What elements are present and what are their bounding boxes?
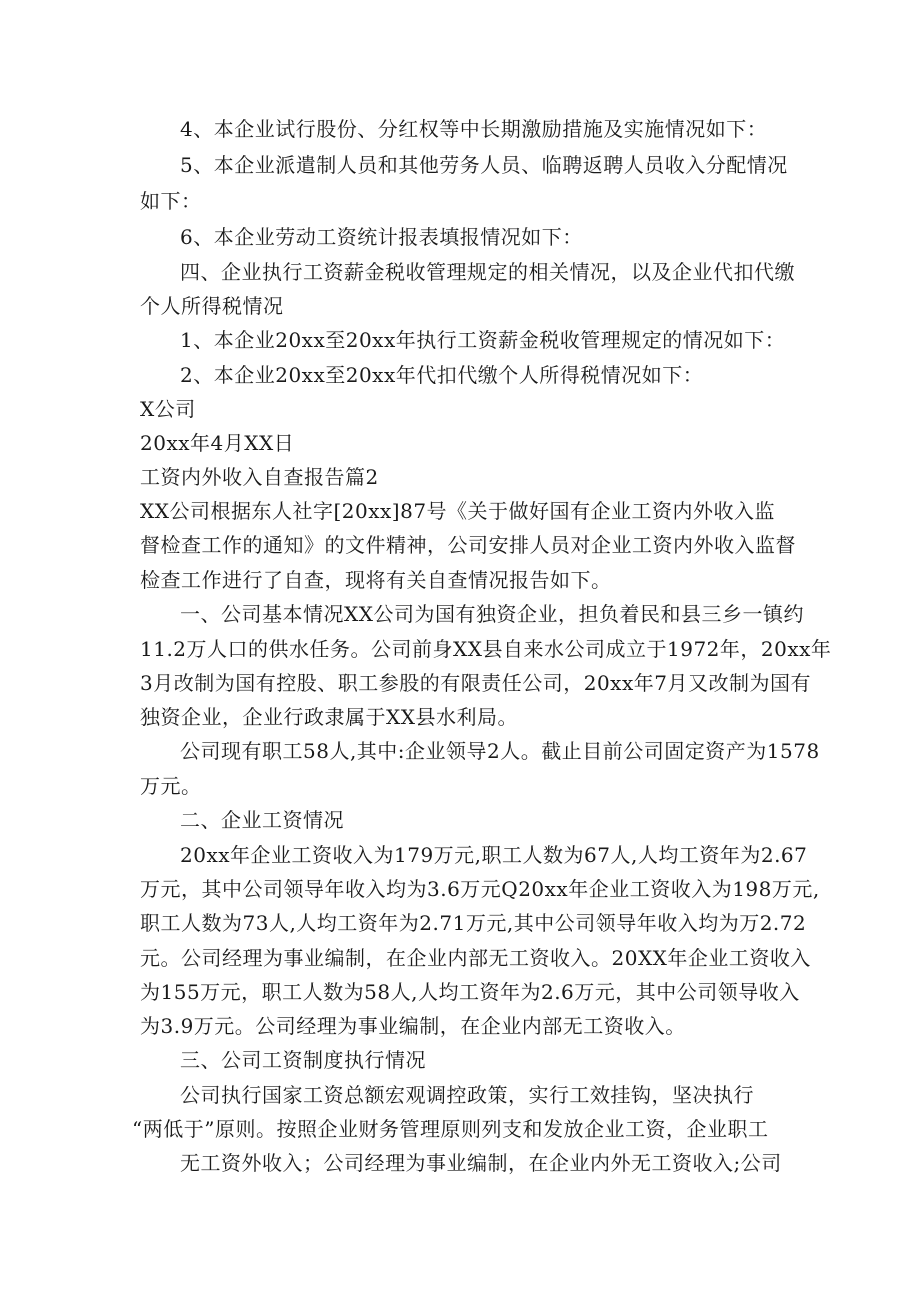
paragraph-line: 6、本企业劳动工资统计报表填报情况如下： [180,225,583,249]
paragraph-line: 11.2万人口的供水任务。公司前身XX县自来水公司成立于1972年，20xx年 [140,637,832,661]
paragraph-line: 万元。 [140,774,202,798]
paragraph-line: XX公司根据东人社字[20xx]87号《关于做好国有企业工资内外收入监 [140,499,776,523]
paragraph-line: 4、本企业试行股份、分红权等中长期激励措施及实施情况如下： [180,117,768,141]
paragraph-line: 2、本企业20xx至20xx年代扣代缴个人所得税情况如下： [180,363,704,387]
signature-company: X公司 [140,397,196,421]
paragraph-line: 20xx年企业工资收入为179万元,职工人数为67人,人均工资年为2.67 [180,843,808,867]
section-heading-line: 二、企业工资情况 [180,808,344,832]
paragraph-line: 5、本企业派遣制人员和其他劳务人员、临聘返聘人员收入分配情况 [180,153,788,177]
paragraph-line: 如下： [140,189,202,213]
paragraph-line: 督检查工作的通知》的文件精神，公司安排人员对企业工资内外收入监督 [140,533,796,557]
paragraph-line: 公司执行国家工资总额宏观调控政策，实行工效挂钩，坚决执行 [180,1083,754,1107]
paragraph-line: 1、本企业20xx至20xx年执行工资薪金税收管理规定的情况如下： [180,328,786,352]
section-heading-line: 四、企业执行工资薪金税收管理规定的相关情况，以及企业代扣代缴 [180,260,795,284]
signature-date: 20xx年4月XX日 [140,431,295,455]
paragraph-line: 无工资外收入；公司经理为事业编制，在企业内外无工资收入;公司 [180,1151,782,1175]
paragraph-line: 独资企业，企业行政隶属于XX县水利局。 [140,705,518,729]
section-heading-line: 三、公司工资制度执行情况 [180,1048,426,1072]
paragraph-line: 3月改制为国有控股、职工参股的有限责任公司，20xx年7月又改制为国有 [140,671,811,695]
paragraph-line: 一、公司基本情况XX公司为国有独资企业，担负着民和县三乡一镇约 [180,602,804,626]
section-heading-line: 个人所得税情况 [140,294,284,318]
report-title: 工资内外收入自查报告篇2 [140,465,379,489]
paragraph-line: 元。公司经理为事业编制，在企业内部无工资收入。20XX年企业工资收入 [140,946,811,970]
paragraph-line: 为3.9万元。公司经理为事业编制，在企业内部无工资收入。 [140,1014,686,1038]
paragraph-line: 万元，其中公司领导年收入均为3.6万元Q20xx年企业工资收入为198万元, [140,877,820,901]
paragraph-line: 为155万元，职工人数为58人,人均工资年为2.6万元，其中公司领导收入 [140,980,800,1004]
paragraph-line: 检查工作进行了自查，现将有关自查情况报告如下。 [140,568,612,592]
paragraph-line: 公司现有职工58人,其中:企业领导2人。截止目前公司固定资产为1578 [180,739,820,763]
paragraph-line: 职工人数为73人,人均工资年为2.71万元,其中公司领导年收入均为万2.72 [140,911,807,935]
paragraph-line: “两低于”原则。按照企业财务管理原则列支和发放企业工资，企业职工 [132,1117,769,1141]
